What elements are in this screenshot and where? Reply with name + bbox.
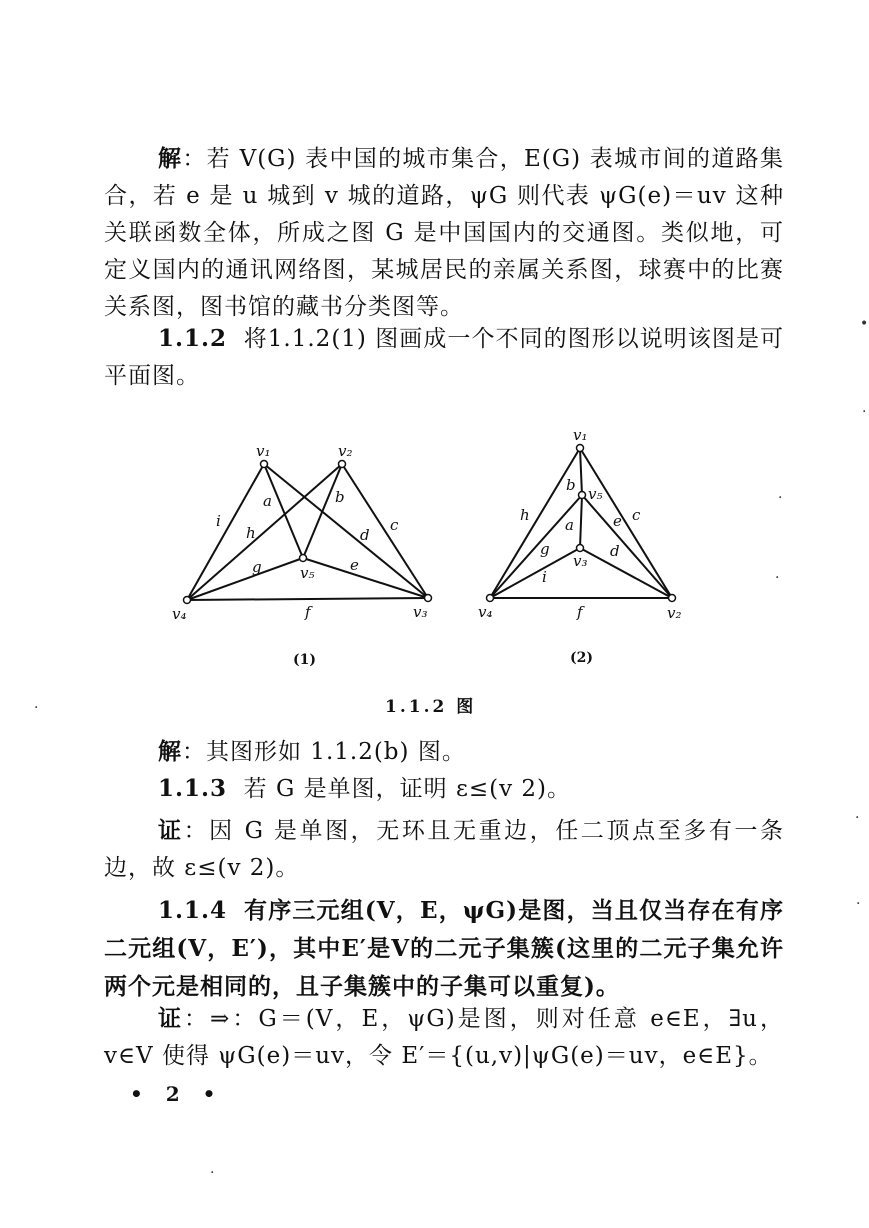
g2-edge-g: g bbox=[540, 540, 550, 558]
g1-vertex-v1: v₁ bbox=[256, 442, 271, 460]
exercise-number: 1.1.4 bbox=[158, 897, 228, 924]
proof-1-1-3 bbox=[104, 812, 784, 887]
g2-vertex-v3: v₃ bbox=[573, 552, 588, 570]
g1-edge-g: g bbox=[252, 558, 262, 576]
scan-speck: · bbox=[34, 700, 39, 716]
exercise-1-1-4 bbox=[104, 892, 784, 1006]
g1-edge-h: h bbox=[246, 524, 256, 542]
page-number: • 2 • bbox=[130, 1082, 224, 1106]
g2-edge-i: i bbox=[542, 568, 547, 586]
g1-edge-d: d bbox=[360, 526, 370, 544]
g2-vertex-v1: v₁ bbox=[573, 426, 588, 444]
paragraph-1 bbox=[104, 140, 784, 326]
g2-edge-f: f bbox=[577, 603, 583, 621]
figure-caption: 1.1.2 图 bbox=[385, 697, 477, 717]
scan-speck: · bbox=[778, 490, 783, 506]
subfigure-2-label: (2) bbox=[570, 650, 593, 666]
g1-edge-a: a bbox=[263, 492, 272, 510]
proof-text: ：⇒：G＝(V，E，ψG)是图，则对任意 e∈E，∃u，v∈V 使得 ψG(e)＝uv，令 E′＝{(u,v)|ψG(e)＝uv，e∈E}。 bbox=[104, 1006, 784, 1069]
exercise-text: 若 G 是单图，证明 ε≤(v 2)。 bbox=[243, 776, 572, 802]
g2-edge-d: d bbox=[610, 542, 620, 560]
g2-vertex-v5: v₅ bbox=[588, 485, 603, 503]
g1-vertex-v5: v₅ bbox=[300, 564, 315, 582]
g1-edge-i: i bbox=[216, 512, 221, 530]
solution-label: 解 bbox=[158, 738, 182, 765]
paragraph-text: ：其图形如 1.1.2(b) 图。 bbox=[182, 739, 466, 765]
paragraph-1-text: ：若 V(G) 表中国的城市集合，E(G) 表城市间的道路集合，若 e 是 u 城到 v 城的道路，ψG 则代表 ψG(e)＝uv 这种关联函数全体，所成之图 G 是中国国内的交通图。类似地，可定义国内的通讯网络图，某城居民的亲属关系图，球赛中的比赛关系图，图书馆的藏书分类图等。 bbox=[104, 146, 784, 320]
proof-text: ：因 G 是单图，无环且无重边，任二顶点至多有一条边，故 ε≤(v 2)。 bbox=[104, 818, 785, 881]
subfigure-1-label: (1) bbox=[293, 652, 316, 668]
g2-edge-h: h bbox=[520, 506, 530, 524]
scan-speck: · bbox=[862, 404, 867, 420]
scan-speck: • bbox=[860, 316, 869, 332]
exercise-text: 有序三元组(V，E，ψG)是图，当且仅当存在有序二元组(V，E′)，其中E′是V的二元子集簇(这里的二元子集允许两个元是相同的，且子集簇中的子集可以重复)。 bbox=[104, 897, 785, 1000]
solution-label: 解 bbox=[158, 145, 183, 172]
g1-vertex-v2: v₂ bbox=[338, 442, 353, 460]
g2-edge-b: b bbox=[566, 476, 576, 494]
proof-label: 证 bbox=[158, 817, 184, 844]
scan-speck: · bbox=[855, 810, 860, 826]
figure-1-1-2 bbox=[160, 420, 700, 670]
exercise-1-1-3 bbox=[104, 770, 784, 808]
g2-vertex-v2: v₂ bbox=[667, 604, 682, 622]
g1-edge-c: c bbox=[390, 516, 399, 534]
g2-edge-a: a bbox=[565, 516, 574, 534]
scan-speck: · bbox=[775, 570, 780, 586]
g1-edge-e: e bbox=[350, 556, 359, 574]
proof-label: 证 bbox=[158, 1005, 185, 1032]
scan-speck: · bbox=[856, 896, 861, 912]
g1-edge-f: f bbox=[305, 603, 311, 621]
exercise-number: 1.1.3 bbox=[158, 775, 228, 802]
proof-1-1-4 bbox=[104, 1000, 784, 1075]
exercise-1-1-2 bbox=[104, 320, 784, 395]
scan-speck: · bbox=[210, 1165, 215, 1181]
exercise-number: 1.1.2 bbox=[158, 325, 228, 352]
g1-vertex-v4: v₄ bbox=[172, 605, 187, 623]
g2-vertex-v4: v₄ bbox=[478, 603, 493, 621]
exercise-text: 将1.1.2(1) 图画成一个不同的图形以说明该图是可平面图。 bbox=[104, 326, 784, 389]
g1-vertex-v3: v₃ bbox=[413, 603, 428, 621]
graph-figure bbox=[160, 420, 700, 670]
g2-edge-e: e bbox=[613, 512, 622, 530]
paragraph-solution-2 bbox=[104, 733, 784, 771]
g1-edge-b: b bbox=[335, 488, 345, 506]
g2-edge-c: c bbox=[632, 506, 641, 524]
